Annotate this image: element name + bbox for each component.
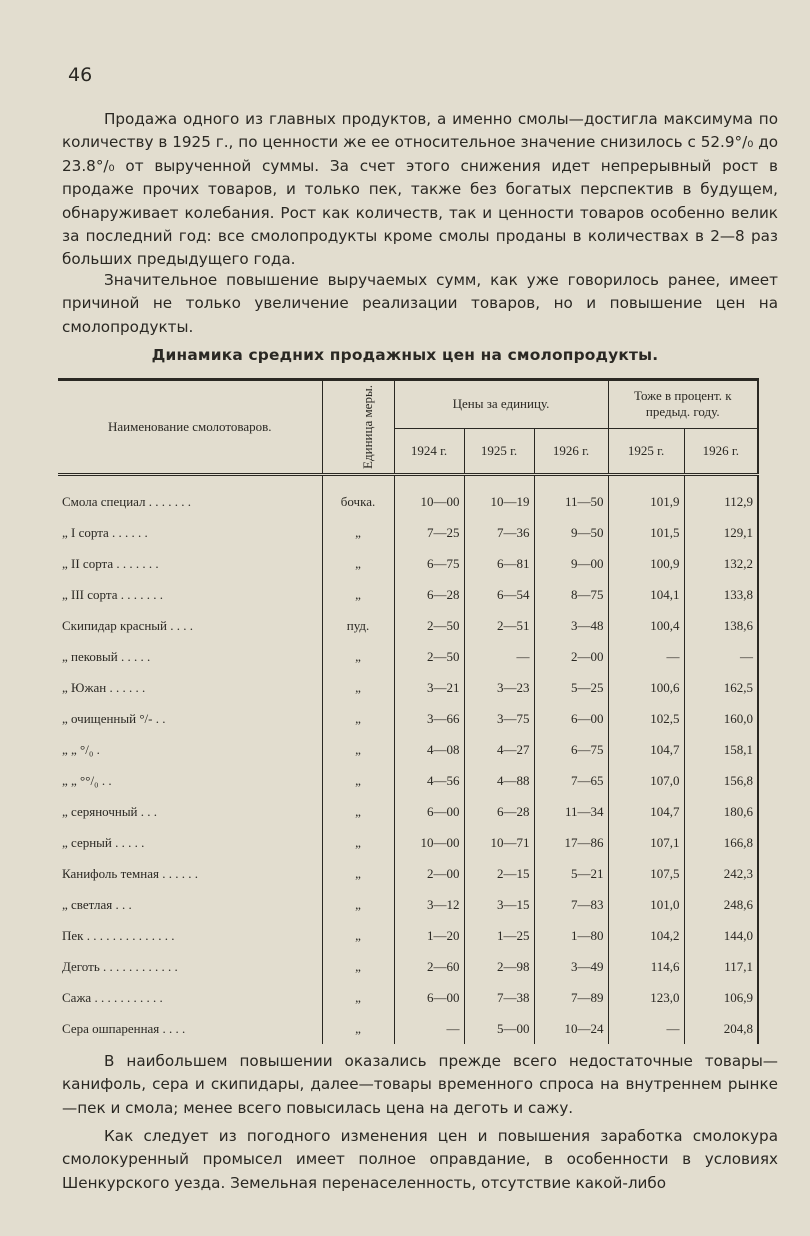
cell-percent-1925: 107,0 — [608, 765, 684, 796]
header-percent-1926: 1926 г. — [684, 428, 758, 474]
cell-price-1925: 7—36 — [464, 517, 534, 548]
cell-percent-1925: 101,9 — [608, 475, 684, 518]
cell-price-1925: 7—38 — [464, 982, 534, 1013]
cell-percent-1926: 129,1 — [684, 517, 758, 548]
cell-percent-1926: 132,2 — [684, 548, 758, 579]
cell-price-1925: 4—27 — [464, 734, 534, 765]
cell-name: „ „ °/₀ . — [58, 734, 322, 765]
cell-unit: пуд. — [322, 610, 394, 641]
cell-price-1925: 3—15 — [464, 889, 534, 920]
cell-percent-1925: 104,1 — [608, 579, 684, 610]
cell-price-1925: 1—25 — [464, 920, 534, 951]
cell-price-1924: 6—00 — [394, 796, 464, 827]
cell-unit: „ — [322, 858, 394, 889]
cell-price-1925: 2—98 — [464, 951, 534, 982]
table-row — [58, 982, 758, 1013]
cell-price-1925: 4—88 — [464, 765, 534, 796]
table-row — [58, 889, 758, 920]
cell-percent-1926: 156,8 — [684, 765, 758, 796]
cell-price-1924: 4—08 — [394, 734, 464, 765]
cell-price-1926: 9—00 — [534, 548, 608, 579]
cell-price-1925: 3—23 — [464, 672, 534, 703]
cell-price-1924: 3—21 — [394, 672, 464, 703]
cell-price-1924: — — [394, 1013, 464, 1044]
cell-name: Пек . . . . . . . . . . . . . . — [58, 920, 322, 951]
table-body — [58, 475, 758, 1045]
cell-percent-1926: 242,3 — [684, 858, 758, 889]
cell-price-1925: 6—54 — [464, 579, 534, 610]
cell-name: Деготь . . . . . . . . . . . . — [58, 951, 322, 982]
cell-price-1924: 2—60 — [394, 951, 464, 982]
cell-percent-1925: 123,0 — [608, 982, 684, 1013]
cell-percent-1925: 107,5 — [608, 858, 684, 889]
cell-unit: бочка. — [322, 475, 394, 518]
cell-price-1926: 3—48 — [534, 610, 608, 641]
cell-name: „ серяночный . . . — [58, 796, 322, 827]
table-row — [58, 920, 758, 951]
cell-name: „ пековый . . . . . — [58, 641, 322, 672]
cell-price-1926: 7—89 — [534, 982, 608, 1013]
cell-price-1924: 6—75 — [394, 548, 464, 579]
cell-price-1925: 2—51 — [464, 610, 534, 641]
cell-unit: „ — [322, 982, 394, 1013]
cell-name: „ III сорта . . . . . . . — [58, 579, 322, 610]
paragraph-conclusion: Как следует из погодного изменения цен и повышения заработка смолокура смолокуренный промысел имеет полное оправдание, в особенности в условиях Шенкурского уезда. Земельная перенаселенность, отсутствие какой-либо — [62, 1127, 778, 1192]
paragraph-price-increase: Значительное повышение выручаемых сумм, как уже говорилось ранее, имеет причиной не только увеличение реализации товаров, но и повышение цен на смолопродукты. — [62, 271, 778, 336]
cell-percent-1926: 180,6 — [684, 796, 758, 827]
paragraph-greatest-increase: В наибольшем повышении оказались прежде всего недостаточные товары—канифоль, сера и скипидары, далее—товары временного спроса на внутреннем рынке—пек и смола; менее всего повысилась цена на деготь и сажу. — [62, 1052, 778, 1117]
cell-price-1926: 10—24 — [534, 1013, 608, 1044]
cell-price-1924: 3—66 — [394, 703, 464, 734]
cell-price-1926: 5—21 — [534, 858, 608, 889]
cell-percent-1925: 101,0 — [608, 889, 684, 920]
cell-price-1926: 9—50 — [534, 517, 608, 548]
cell-price-1924: 2—50 — [394, 641, 464, 672]
cell-percent-1926: 162,5 — [684, 672, 758, 703]
cell-price-1924: 4—56 — [394, 765, 464, 796]
cell-price-1926: 11—34 — [534, 796, 608, 827]
cell-price-1926: 7—83 — [534, 889, 608, 920]
header-year-1926: 1926 г. — [534, 428, 608, 474]
cell-percent-1925: 104,7 — [608, 734, 684, 765]
cell-unit: „ — [322, 641, 394, 672]
header-year-1925: 1925 г. — [464, 428, 534, 474]
cell-name: Сажа . . . . . . . . . . . — [58, 982, 322, 1013]
cell-percent-1926: 248,6 — [684, 889, 758, 920]
cell-percent-1926: — — [684, 641, 758, 672]
cell-percent-1926: 138,6 — [684, 610, 758, 641]
cell-unit: „ — [322, 672, 394, 703]
cell-name: Канифоль темная . . . . . . — [58, 858, 322, 889]
cell-price-1926: 1—80 — [534, 920, 608, 951]
cell-unit: „ — [322, 765, 394, 796]
cell-percent-1926: 160,0 — [684, 703, 758, 734]
cell-percent-1926: 166,8 — [684, 827, 758, 858]
cell-unit: „ — [322, 796, 394, 827]
cell-price-1924: 1—20 — [394, 920, 464, 951]
table-row — [58, 517, 758, 548]
header-unit: Единица меры. — [322, 380, 394, 475]
cell-price-1925: 10—19 — [464, 475, 534, 518]
cell-price-1926: 7—65 — [534, 765, 608, 796]
cell-name: Смола специал . . . . . . . — [58, 475, 322, 518]
cell-name: „ I сорта . . . . . . — [58, 517, 322, 548]
cell-name: „ очищенный °/- . . — [58, 703, 322, 734]
cell-price-1926: 17—86 — [534, 827, 608, 858]
table-row — [58, 672, 758, 703]
cell-percent-1926: 158,1 — [684, 734, 758, 765]
table-row — [58, 734, 758, 765]
cell-price-1924: 6—00 — [394, 982, 464, 1013]
table-row — [58, 579, 758, 610]
cell-name: Скипидар красный . . . . — [58, 610, 322, 641]
cell-price-1924: 10—00 — [394, 827, 464, 858]
cell-name: „ „ °°/₀ . . — [58, 765, 322, 796]
cell-price-1925: 3—75 — [464, 703, 534, 734]
table-row — [58, 475, 758, 518]
cell-percent-1925: 104,7 — [608, 796, 684, 827]
cell-percent-1926: 117,1 — [684, 951, 758, 982]
table-row — [58, 796, 758, 827]
cell-percent-1926: 204,8 — [684, 1013, 758, 1044]
table-row — [58, 765, 758, 796]
cell-percent-1925: 100,6 — [608, 672, 684, 703]
cell-price-1925: — — [464, 641, 534, 672]
cell-unit: „ — [322, 517, 394, 548]
cell-percent-1926: 112,9 — [684, 475, 758, 518]
cell-price-1926: 6—75 — [534, 734, 608, 765]
cell-price-1925: 5—00 — [464, 1013, 534, 1044]
cell-price-1925: 2—15 — [464, 858, 534, 889]
table-row — [58, 1013, 758, 1044]
cell-unit: „ — [322, 734, 394, 765]
cell-name: „ серный . . . . . — [58, 827, 322, 858]
cell-price-1926: 6—00 — [534, 703, 608, 734]
cell-price-1924: 6—28 — [394, 579, 464, 610]
table-row — [58, 703, 758, 734]
header-prices-group: Цены за единицу. — [394, 380, 608, 429]
cell-price-1926: 5—25 — [534, 672, 608, 703]
cell-price-1926: 11—50 — [534, 475, 608, 518]
cell-price-1925: 6—28 — [464, 796, 534, 827]
cell-percent-1925: 102,5 — [608, 703, 684, 734]
cell-percent-1925: 100,9 — [608, 548, 684, 579]
header-percent-1925: 1925 г. — [608, 428, 684, 474]
cell-price-1926: 2—00 — [534, 641, 608, 672]
cell-name: „ II сорта . . . . . . . — [58, 548, 322, 579]
cell-name: „ светлая . . . — [58, 889, 322, 920]
cell-percent-1925: 107,1 — [608, 827, 684, 858]
paragraph-resin-sales: Продажа одного из главных продуктов, а именно смолы—достигла максимума по количеству в 1925 г., по ценности же ее относительное значение снизилось с 52.9°/₀ до 23.8°/₀ от вырученной суммы. За счет этого снижения идет непрерывный рост в продаже прочих товаров, и только пек, также без богатых перспектив в будущем, обнаруживает колебания. Рост как количеств, так и ценности товаров особенно велик за последний год: все смолопродукты кроме смолы проданы в количествах в 2—8 раз больших предыдущего года. — [62, 110, 778, 269]
cell-unit: „ — [322, 579, 394, 610]
cell-percent-1926: 144,0 — [684, 920, 758, 951]
table-title: Динамика средних продажных цен на смолопродукты. — [151, 346, 659, 364]
cell-unit: „ — [322, 1013, 394, 1044]
cell-price-1926: 8—75 — [534, 579, 608, 610]
cell-percent-1925: 114,6 — [608, 951, 684, 982]
price-table-container — [58, 378, 758, 1038]
header-year-1924: 1924 г. — [394, 428, 464, 474]
cell-unit: „ — [322, 827, 394, 858]
table-row — [58, 858, 758, 889]
table-row — [58, 610, 758, 641]
table-row — [58, 951, 758, 982]
cell-price-1926: 3—49 — [534, 951, 608, 982]
cell-percent-1926: 106,9 — [684, 982, 758, 1013]
cell-price-1924: 7—25 — [394, 517, 464, 548]
cell-price-1925: 6—81 — [464, 548, 534, 579]
cell-price-1925: 10—71 — [464, 827, 534, 858]
cell-name: Сера ошпаренная . . . . — [58, 1013, 322, 1044]
cell-unit: „ — [322, 703, 394, 734]
cell-percent-1925: 104,2 — [608, 920, 684, 951]
cell-unit: „ — [322, 920, 394, 951]
price-table — [58, 378, 759, 1044]
cell-percent-1925: — — [608, 641, 684, 672]
cell-name: „ Южан . . . . . . — [58, 672, 322, 703]
cell-price-1924: 2—00 — [394, 858, 464, 889]
cell-unit: „ — [322, 951, 394, 982]
page-number: 46 — [68, 64, 93, 86]
cell-percent-1925: 101,5 — [608, 517, 684, 548]
cell-percent-1925: — — [608, 1013, 684, 1044]
cell-unit: „ — [322, 889, 394, 920]
cell-percent-1926: 133,8 — [684, 579, 758, 610]
cell-percent-1925: 100,4 — [608, 610, 684, 641]
table-row — [58, 827, 758, 858]
header-name: Наименование смолотоваров. — [58, 380, 322, 475]
cell-price-1924: 3—12 — [394, 889, 464, 920]
header-percent-group: Тоже в процент. к предыд. году. — [608, 380, 758, 429]
table-row — [58, 548, 758, 579]
cell-unit: „ — [322, 548, 394, 579]
cell-price-1924: 10—00 — [394, 475, 464, 518]
cell-price-1924: 2—50 — [394, 610, 464, 641]
table-row — [58, 641, 758, 672]
